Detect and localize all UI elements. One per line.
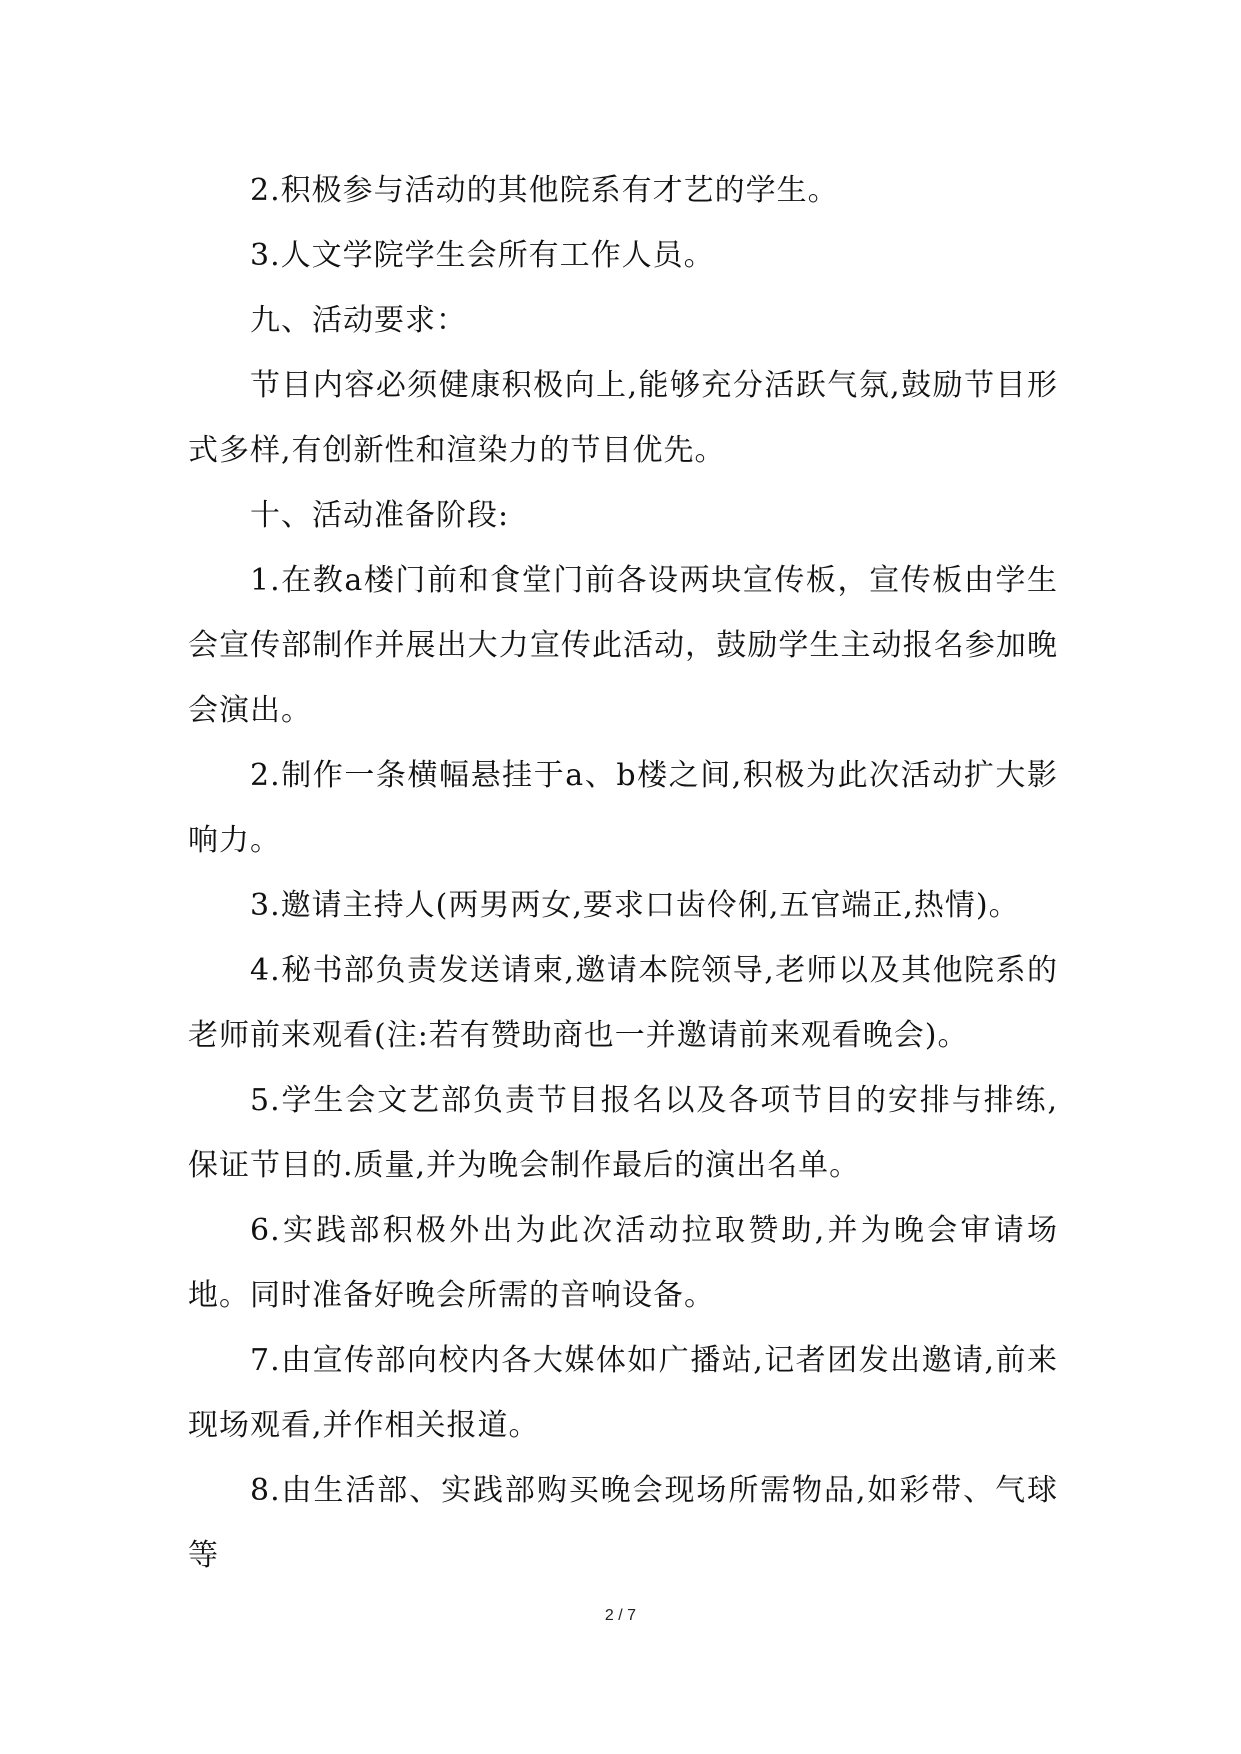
section-heading-activity-requirements: 九、活动要求：	[250, 303, 467, 338]
preparation-item-8: 8.由生活部、实践部购买晚会现场所需物品,如彩带、气球等	[188, 1473, 1058, 1573]
document-body	[188, 158, 1058, 1588]
page-number: 2 / 7	[604, 1607, 637, 1624]
paragraph-2: 3.人文学院学生会所有工作人员。	[250, 238, 715, 273]
preparation-item-6: 6.实践部积极外出为此次活动拉取赞助,并为晚会审请场地。同时准备好晚会所需的音响设备。	[188, 1213, 1058, 1313]
preparation-item-4: 4.秘书部负责发送请柬,邀请本院领导,老师以及其他院系的老师前来观看(注:若有赞助商也一并邀请前来观看晚会)。	[188, 953, 1058, 1053]
paragraph-1: 2.积极参与活动的其他院系有才艺的学生。	[250, 173, 839, 208]
preparation-item-3: 3.邀请主持人(两男两女,要求口齿伶俐,五官端正,热情)。	[250, 888, 1020, 923]
preparation-item-5: 5.学生会文艺部负责节目报名以及各项节目的安排与排练,保证节目的.质量,并为晚会制作最后的演出名单。	[188, 1083, 1058, 1183]
preparation-item-2: 2.制作一条横幅悬挂于a、b楼之间,积极为此次活动扩大影响力。	[188, 758, 1058, 858]
preparation-item-1: 1.在教a楼门前和食堂门前各设两块宣传板，宣传板由学生会宣传部制作并展出大力宣传此活动，鼓励学生主动报名参加晚会演出。	[188, 563, 1058, 728]
paragraph-requirements: 节目内容必须健康积极向上,能够充分活跃气氛,鼓励节目形式多样,有创新性和渲染力的节目优先。	[188, 368, 1058, 468]
section-heading-preparation-stage: 十、活动准备阶段:	[250, 498, 510, 533]
preparation-item-7: 7.由宣传部向校内各大媒体如广播站,记者团发出邀请,前来现场观看,并作相关报道。	[188, 1343, 1058, 1443]
